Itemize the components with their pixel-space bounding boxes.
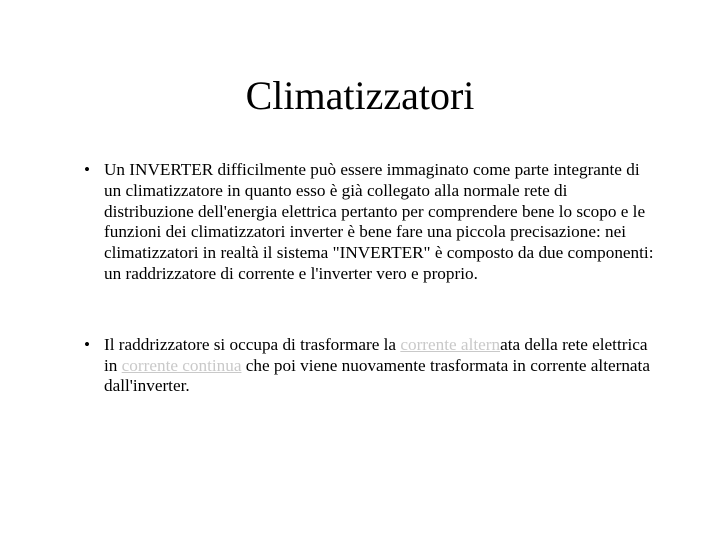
bullet-text-part: che poi viene nuovamente trasformata in corrente alternata dall'inverter. (104, 355, 650, 396)
bullet-dot-icon: • (84, 334, 91, 354)
bullet-text-part: ata della rete elettrica in (104, 334, 648, 375)
bullet-dot-icon: • (84, 160, 91, 179)
link-corrente-alternata[interactable]: corrente altern (400, 334, 501, 354)
bullet-text-part: Il raddrizzatore si occupa di trasformare la (104, 334, 401, 354)
bullet-item (86, 335, 656, 397)
link-corrente-continua[interactable]: corrente continua (121, 355, 242, 375)
bullet-item (86, 160, 656, 285)
slide-title: Climatizzatori (245, 73, 475, 118)
bullet-text: Un INVERTER difficilmente può essere immaginato come parte integrante di un climatizzatore in quanto esso è già collegato alla normale rete di distribuzione dell'energia elettrica pertanto per comprendere bene lo scopo e le funzioni dei climatizzatori inverter è bene fare una piccola precisazione: nei climatizzatori in realtà il sistema "INVERTER" è composto da due componenti: un raddrizzatore di corrente e l'inverter vero e proprio. (104, 160, 654, 283)
bullet-list (86, 160, 656, 397)
